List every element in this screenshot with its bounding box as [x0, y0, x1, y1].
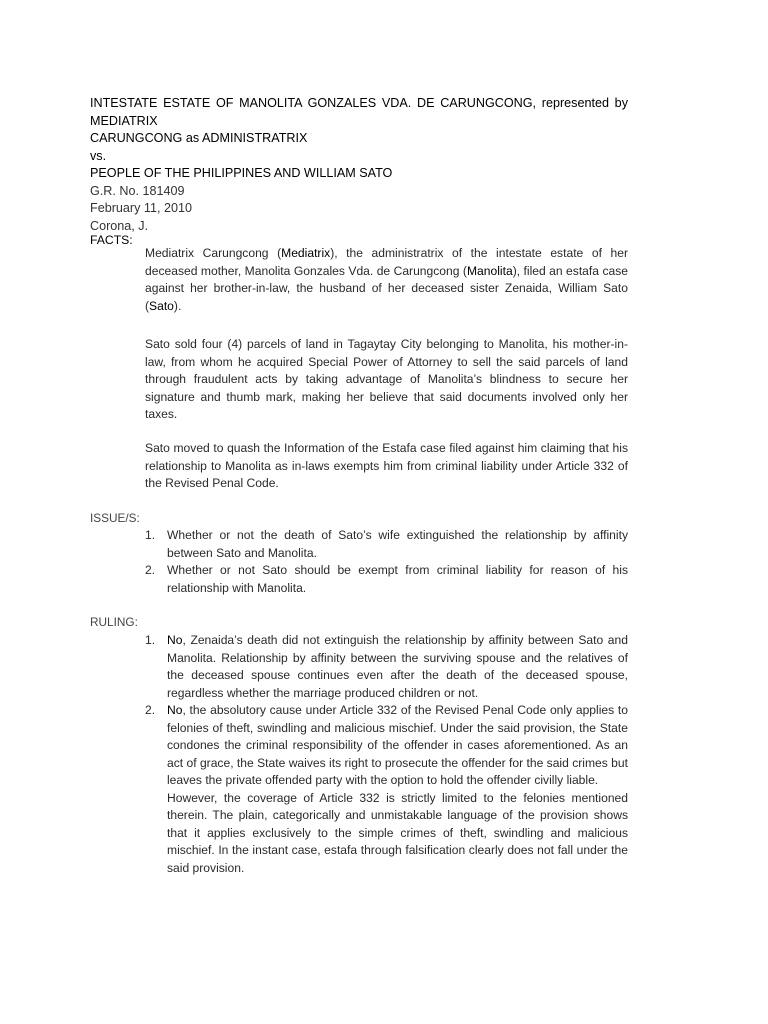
- facts-p1-mediatrix: Mediatrix: [281, 246, 331, 260]
- ruling-text: [167, 632, 628, 702]
- facts-paragraph-1: [145, 245, 628, 315]
- ruling-answer: No: [167, 703, 183, 717]
- ponente: Corona, J.: [90, 218, 149, 233]
- issue-text: Whether or not Sato should be exempt from criminal liability for reason of his relationship with Manolita.: [167, 563, 628, 595]
- issue-item: [145, 562, 628, 597]
- facts-p1-text-c: ), the administratrix of the intestate estate of her deceased mother, Manolita Gonzales Vda. de Carungcong (: [145, 246, 628, 278]
- issue-number: 1.: [145, 528, 156, 542]
- decision-date: February 11, 2010: [90, 201, 192, 215]
- case-header: [90, 95, 628, 235]
- facts-p1-sato: Sato: [149, 298, 174, 313]
- facts-p1-text-g: ).: [173, 298, 182, 313]
- ruling-item: [145, 632, 628, 702]
- facts-paragraph-3: Sato moved to quash the Information of the Estafa case filed against him claiming that his relationship to Manolita as in-laws exempts him from criminal liability under Article 332 of the Revised Penal Code.: [145, 441, 628, 490]
- versus-label: vs.: [90, 148, 107, 163]
- ruling-item: [145, 702, 628, 877]
- ruling-number: 2.: [145, 703, 156, 717]
- issue-text: Whether or not the death of Sato’s wife extinguished the relationship by affinity between Sato and Manolita.: [167, 528, 628, 560]
- case-title-line-1: INTESTATE ESTATE OF MANOLITA GONZALES VDA. DE CARUNGCONG, represented by MEDIATRIX: [90, 96, 628, 128]
- issue-number: 2.: [145, 563, 156, 577]
- ruling-body: , Zenaida’s death did not extinguish the relationship by affinity between Sato and Manolita. Relationship by affinity between the surviving spouse and the relatives of the deceased spouse continues even after the death of the deceased spouse, regardless whether the marriage produced children or not.: [167, 633, 628, 700]
- facts-heading: FACTS:: [90, 233, 133, 247]
- ruling-continuation: However, the coverage of Article 332 is strictly limited to the felonies mentioned therein. The plain, categorically and unmistakable language of the provision shows that it applies exclusively to the simple crimes of theft, swindling and malicious mischief. In the instant case, estafa through falsification clearly does not fall under the said provision.: [167, 790, 628, 875]
- issue-item: [145, 527, 628, 562]
- respondents-title: PEOPLE OF THE PHILIPPINES AND WILLIAM SATO: [90, 166, 393, 180]
- ruling-answer: No: [167, 633, 183, 647]
- ruling-list: [145, 632, 628, 877]
- ruling-number: 1.: [145, 633, 156, 647]
- facts-p1-text-a: Mediatrix Carungcong (: [145, 246, 282, 260]
- ruling-body: , the absolutory cause under Article 332 of the Revised Penal Code only applies to felonies of theft, swindling and malicious mischief. Under the said provision, the State condones the criminal responsibility of the offender in cases aforementioned. As an act of grace, the State waives its right to prosecute the offender for the said crimes but leaves the private offended party with the option to hold the offender civilly liable.: [167, 703, 628, 787]
- case-title-line-2: CARUNGCONG as ADMINISTRATRIX: [90, 131, 308, 145]
- facts-paragraph-2: Sato sold four (4) parcels of land in Tagaytay City belonging to Manolita, his mother-in-law, from whom he acquired Special Power of Attorney to sell the said parcels of land through fraudulent acts by taking advantage of Manolita’s blindness to secure her signature and thumb mark, making her believe that said documents involved only her taxes.: [145, 337, 628, 421]
- issues-list: [145, 527, 628, 597]
- gr-number: G.R. No. 181409: [90, 183, 185, 198]
- ruling-heading: RULING:: [90, 615, 138, 629]
- ruling-text: [167, 702, 628, 790]
- facts-p1-manolita: Manolita: [466, 263, 513, 278]
- facts-p1-text-e: ), filed an estafa case against her brother-in-law, the husband of her deceased sister Zenaida, William Sato (: [145, 263, 628, 313]
- issues-heading: ISSUE/S:: [90, 511, 140, 525]
